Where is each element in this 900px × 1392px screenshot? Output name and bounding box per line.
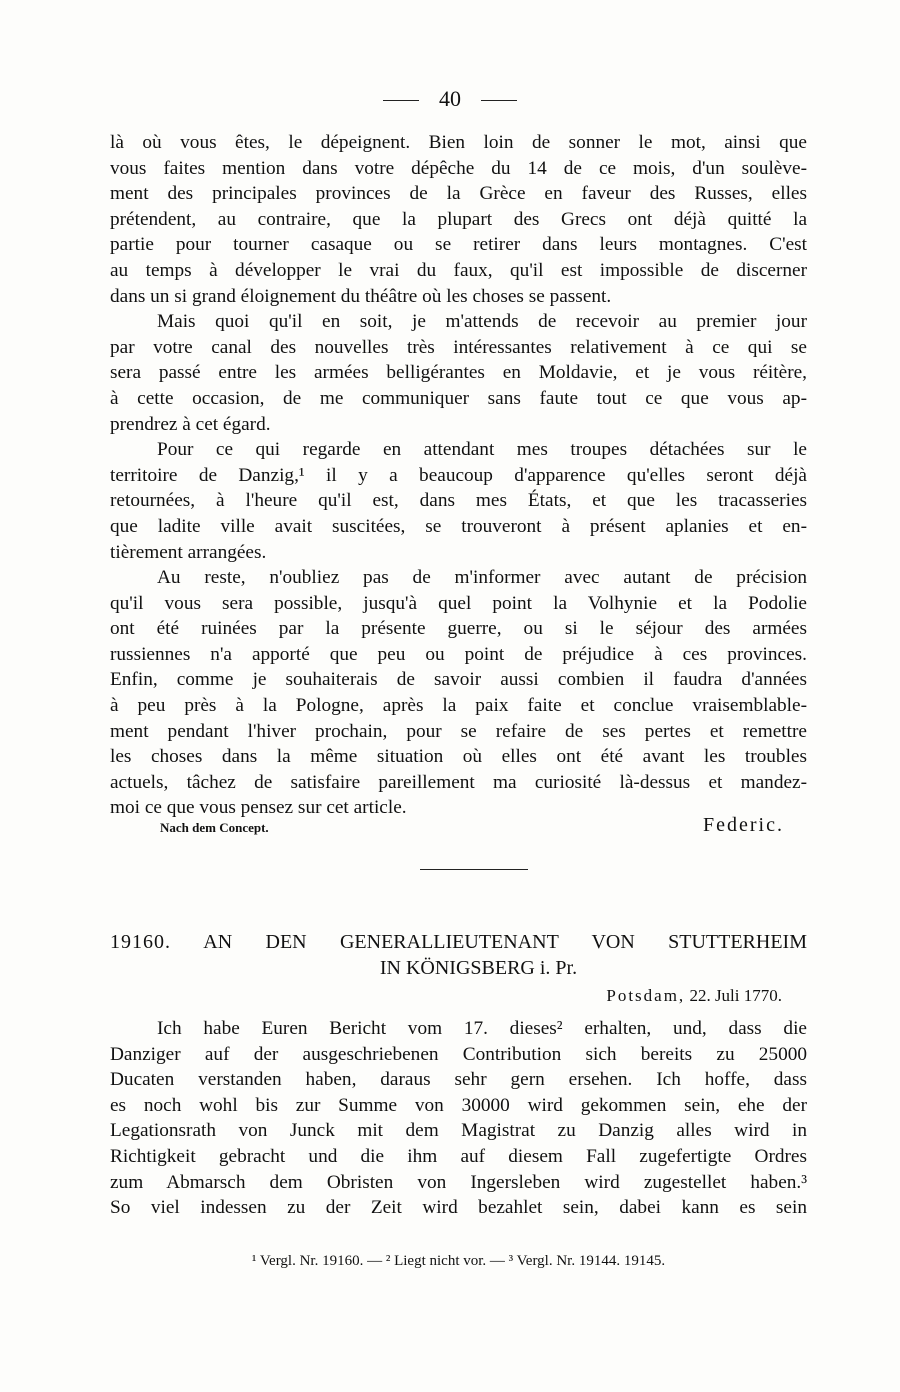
page-number (0, 86, 900, 112)
letter-heading (110, 929, 807, 981)
text-line: tièrement arrangées. (110, 541, 267, 563)
text-line: à peu près à la Pologne, après la paix faite et conclue vraisemblable- (110, 695, 807, 717)
text-line: par votre canal des nouvelles très intéressantes relativement à ce qui se (110, 336, 807, 358)
footnotes: ¹ Vergl. Nr. 19160. — ² Liegt nicht vor. — ³ Vergl. Nr. 19144. 19145. (251, 1253, 666, 1269)
text-line: Ich habe Euren Bericht vom 17. dieses² erhalten, und, dass die (157, 1018, 807, 1039)
page-number-right-rule (481, 100, 517, 101)
letter-title-line2: IN KÖNIGSBERG i. Pr. (379, 957, 578, 979)
text-line: actuels, tâchez de satisfaire pareillement ma curiosité là-dessus et mandez- (110, 771, 807, 793)
text-line: ont été ruinées par la présente guerre, ou si le séjour des armées (110, 618, 807, 640)
text-line: les choses dans la même situation où elles ont été avant les troubles (110, 746, 807, 768)
text-line: ment pendant l'hiver prochain, pour se refaire de ses pertes et remettre (110, 720, 807, 742)
text-line: Enfin, comme je souhaiterais de savoir aussi combien il faudra d'années (110, 669, 807, 691)
letter-number: 19160. (110, 931, 171, 953)
text-line: russiennes n'a apporté que peu ou point de préjudice à ces provinces. (110, 643, 807, 665)
text-line: Ducaten verstanden haben, daraus sehr gern ersehen. Ich hoffe, dass (110, 1069, 807, 1091)
section-separator (420, 869, 528, 870)
page-number-text: 40 (439, 86, 461, 111)
text-line: au temps à développer le vrai du faux, qu'il est impossible de discerner (110, 259, 807, 281)
text-line: prendrez à cet égard. (110, 413, 271, 435)
text-line: Mais quoi qu'il en soit, je m'attends de recevoir au premier jour (157, 311, 807, 333)
text-line: moi ce que vous pensez sur cet article. (110, 797, 407, 819)
text-line: Au reste, n'oubliez pas de m'informer avec autant de précision (157, 567, 807, 589)
letter-body-new (110, 1016, 807, 1221)
letter-heading-line1 (110, 929, 807, 955)
text-line: zum Abmarsch dem Obristen von Ingersleben wird zugestellet haben.³ (110, 1171, 807, 1193)
source-note: Nach dem Concept. (160, 820, 269, 835)
text-line: vous faites mention dans votre dépêche du 14 de ce mois, d'un soulève- (110, 157, 807, 179)
text-line: territoire de Danzig,¹ il y a beaucoup d'apparence qu'elles seront déjà (110, 464, 807, 486)
text-line: Pour ce qui regarde en attendant mes troupes détachées sur le (157, 439, 807, 461)
text-line: retournées, à l'heure qu'il est, dans mes États, et que les tracasseries (110, 490, 807, 512)
letter-body-continued (110, 130, 807, 821)
dateline-place: Potsdam, (606, 986, 686, 1005)
text-line: partie pour tourner casaque ou se retirer dans leurs montagnes. C'est (110, 234, 807, 256)
text-line: ment des principales provinces de la Grèce en faveur des Russes, elles (110, 183, 807, 205)
text-line: là où vous êtes, le dépeignent. Bien loin de sonner le mot, ainsi que (110, 132, 807, 153)
text-line: Danziger auf der ausgeschriebenen Contribution sich bereits zu 25000 (110, 1043, 807, 1065)
text-line: sera passé entre les armées belligérantes en Moldavie, et je vous réitère, (110, 362, 807, 384)
letter-title-line1: AN DEN GENERALLIEUTENANT VON STUTTERHEIM (203, 931, 808, 953)
text-line: à cette occasion, de me communiquer sans faute tout ce que vous ap- (110, 387, 807, 409)
signature: Federic. (703, 814, 784, 836)
text-line: que ladite ville avait suscitées, se trouveront à présent aplanies et en- (110, 515, 807, 537)
text-line: es noch wohl bis zur Summe von 30000 wird gekommen sein, ehe der (110, 1094, 807, 1116)
text-line: Richtigkeit gebracht und die ihm auf diesem Fall zugefertigte Ordres (110, 1145, 807, 1167)
text-line: So viel indessen zu der Zeit wird bezahlet sein, dabei kann es sein (110, 1197, 807, 1219)
text-line: prétendent, au contraire, que la plupart des Grecs ont déjà quitté la (110, 208, 807, 230)
page-number-left-rule (383, 100, 419, 101)
text-line: Legationsrath von Junck mit dem Magistrat zu Danzig alles wird in (110, 1120, 807, 1142)
text-line: qu'il vous sera possible, jusqu'à quel point la Volhynie et la Podolie (110, 592, 807, 614)
dateline (606, 986, 782, 1006)
dateline-date: 22. Juli 1770. (689, 986, 782, 1005)
text-line: dans un si grand éloignement du théâtre où les choses se passent. (110, 285, 612, 307)
